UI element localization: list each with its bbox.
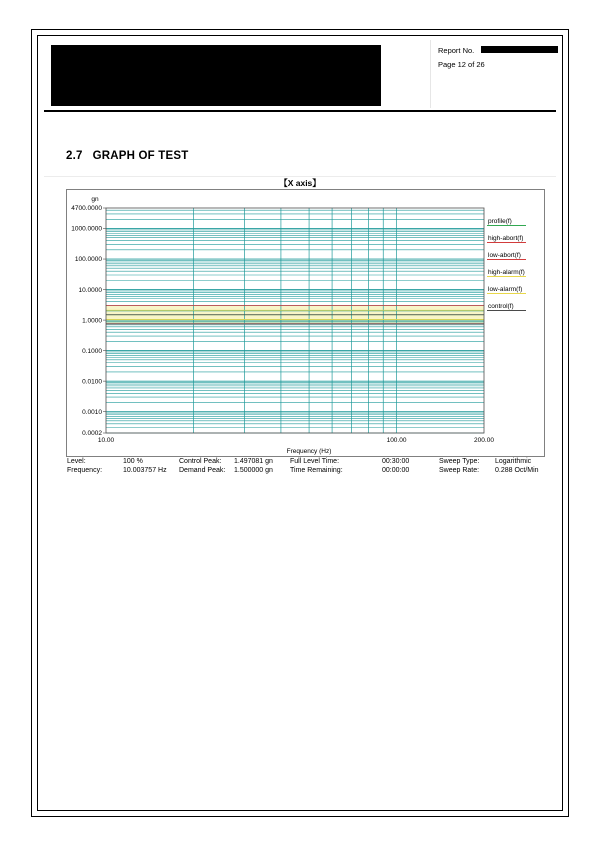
legend-label: low-abort(f) [488,252,521,259]
frequency-value: 10.003757 Hz [123,467,167,474]
y-tick-label: 0.0010 [82,408,102,416]
full-level-time-value: 00:30:00 [382,458,410,465]
legend [487,218,526,311]
legend-label: profile(f) [488,218,512,225]
x-tick-label: 10.00 [97,437,115,444]
x-tick-label: 200.00 [474,437,494,444]
legend-label: control(f) [488,303,514,310]
chart-title: 【X axis】 [279,178,321,188]
legend-label: high-alarm(f) [488,269,525,276]
legend-label: low-alarm(f) [488,286,523,293]
y-tick-label: 0.1000 [82,347,102,355]
sweep-rate-label: Sweep Rate: [439,467,480,474]
x-axis-label: Frequency (Hz) [286,448,332,455]
x-tick-label: 100.00 [386,437,407,444]
page-number: Page 12 of 26 [438,60,485,69]
demand-peak-label: Demand Peak: [179,467,226,474]
y-tick-label: 10.0000 [78,286,102,294]
y-tick-label: 1000.0000 [71,225,102,233]
y-tick-label: 0.0100 [82,378,102,386]
time-remaining-label: Time Remaining: [290,467,343,474]
sweep-rate-value: 0.288 Oct/Min [495,467,539,474]
section-title: GRAPH OF TEST [92,150,189,162]
y-tick-label: 100.0000 [74,256,102,264]
legend-label: high-abort(f) [488,235,524,242]
report-number-label: Report No. [438,46,475,55]
y-tick-label: 4700.0000 [71,205,102,213]
control-peak-label: Control Peak: [179,458,222,465]
level-label: Level: [67,458,86,465]
section-number: 2.7 [66,150,83,162]
level-value: 100 % [123,458,143,465]
full-level-time-label: Full Level Time: [290,458,340,465]
control-peak-value: 1.497081 gn [234,458,273,465]
y-axis-label: gn [91,196,99,203]
y-tick-label: 1.0000 [82,317,102,325]
frequency-label: Frequency: [67,467,103,474]
demand-peak-value: 1.500000 gn [234,467,273,474]
time-remaining-value: 00:00:00 [382,467,410,474]
y-tick-label: 0.0002 [82,430,102,438]
sweep-type-label: Sweep Type: [439,458,480,465]
sweep-type-value: Logarithmic [495,458,532,465]
